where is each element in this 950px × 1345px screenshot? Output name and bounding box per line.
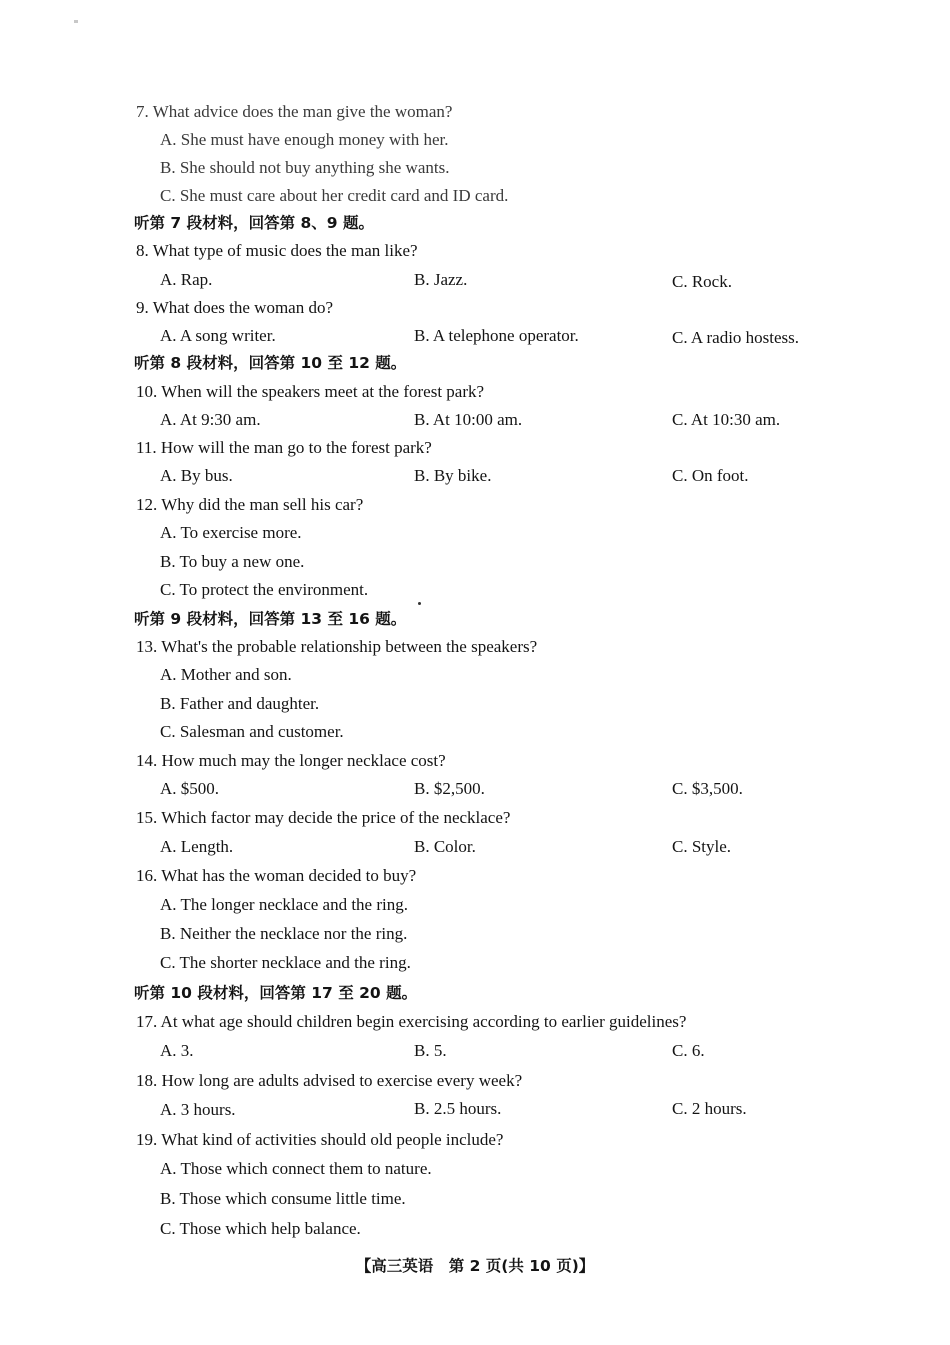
question-17-stem: 17. At what age should children begin exercising according to earlier guidelines?	[136, 1012, 687, 1031]
question-11-stem: 11. How will the man go to the forest park?	[136, 438, 432, 457]
question-13-option-a: A. Mother and son.	[160, 665, 292, 684]
question-8-option-c: C. Rock.	[672, 272, 732, 291]
question-16-stem: 16. What has the woman decided to buy?	[136, 866, 417, 885]
question-13-option-c: C. Salesman and customer.	[160, 722, 344, 741]
question-11-option-b: B. By bike.	[414, 466, 492, 485]
question-19-option-a: A. Those which connect them to nature.	[160, 1159, 432, 1178]
question-18-stem: 18. How long are adults advised to exercise every week?	[136, 1071, 523, 1090]
question-18-option-a: A. 3 hours.	[160, 1100, 236, 1119]
question-15-option-b: B. Color.	[414, 837, 476, 856]
question-18-option-b: B. 2.5 hours.	[414, 1099, 502, 1118]
question-16-option-b: B. Neither the necklace nor the ring.	[160, 924, 408, 943]
question-9-option-b: B. A telephone operator.	[414, 326, 579, 345]
question-14-option-b: B. $2,500.	[414, 779, 485, 798]
question-14-stem: 14. How much may the longer necklace cost?	[136, 751, 446, 770]
question-9-option-c: C. A radio hostess.	[672, 328, 800, 347]
question-14-option-a: A. $500.	[160, 779, 220, 798]
scan-speck	[418, 602, 421, 605]
section-heading-7: 听第 7 段材料，回答第 8、9 题。	[134, 214, 374, 232]
question-13-option-b: B. Father and daughter.	[160, 694, 320, 713]
question-18-option-c: C. 2 hours.	[672, 1099, 747, 1118]
question-19-option-c: C. Those which help balance.	[160, 1219, 361, 1238]
question-9-stem: 9. What does the woman do?	[136, 298, 334, 317]
question-17-option-a: A. 3.	[160, 1041, 194, 1060]
question-16-option-c: C. The shorter necklace and the ring.	[160, 953, 411, 972]
page-footer: 【高三英语 第 2 页(共 10 页)】	[355, 1257, 595, 1275]
question-17-option-c: C. 6.	[672, 1041, 705, 1060]
question-12-stem: 12. Why did the man sell his car?	[136, 495, 364, 514]
question-10-option-c: C. At 10:30 am.	[672, 410, 781, 429]
question-12-option-b: B. To buy a new one.	[160, 552, 305, 571]
question-8-option-a: A. Rap.	[160, 270, 213, 289]
question-9-option-a: A. A song writer.	[160, 326, 276, 345]
question-8-option-b: B. Jazz.	[414, 270, 468, 289]
question-19-stem: 19. What kind of activities should old people include?	[136, 1130, 504, 1149]
question-15-option-a: A. Length.	[160, 837, 234, 856]
question-7-stem: 7. What advice does the man give the woman?	[136, 102, 453, 121]
question-11-option-c: C. On foot.	[672, 466, 749, 485]
question-7-option-b: B. She should not buy anything she wants.	[160, 158, 450, 177]
section-heading-10: 听第 10 段材料，回答第 17 至 20 题。	[134, 984, 418, 1002]
question-12-option-a: A. To exercise more.	[160, 523, 302, 542]
section-heading-9: 听第 9 段材料，回答第 13 至 16 题。	[134, 610, 407, 628]
question-13-stem: 13. What's the probable relationship between the speakers?	[136, 637, 538, 656]
question-7-option-c: C. She must care about her credit card and ID card.	[160, 186, 509, 205]
question-12-option-c: C. To protect the environment.	[160, 580, 369, 599]
question-7-option-a: A. She must have enough money with her.	[160, 130, 449, 149]
question-19-option-b: B. Those which consume little time.	[160, 1189, 406, 1208]
question-10-stem: 10. When will the speakers meet at the forest park?	[136, 382, 485, 401]
question-15-option-c: C. Style.	[672, 837, 732, 856]
question-14-option-c: C. $3,500.	[672, 779, 743, 798]
question-10-option-b: B. At 10:00 am.	[414, 410, 523, 429]
question-16-option-a: A. The longer necklace and the ring.	[160, 895, 408, 914]
question-17-option-b: B. 5.	[414, 1041, 447, 1060]
question-11-option-a: A. By bus.	[160, 466, 233, 485]
section-heading-8: 听第 8 段材料，回答第 10 至 12 题。	[134, 354, 407, 372]
question-15-stem: 15. Which factor may decide the price of the necklace?	[136, 808, 511, 827]
scan-mark	[74, 20, 78, 23]
question-10-option-a: A. At 9:30 am.	[160, 410, 261, 429]
question-8-stem: 8. What type of music does the man like?	[136, 241, 418, 260]
